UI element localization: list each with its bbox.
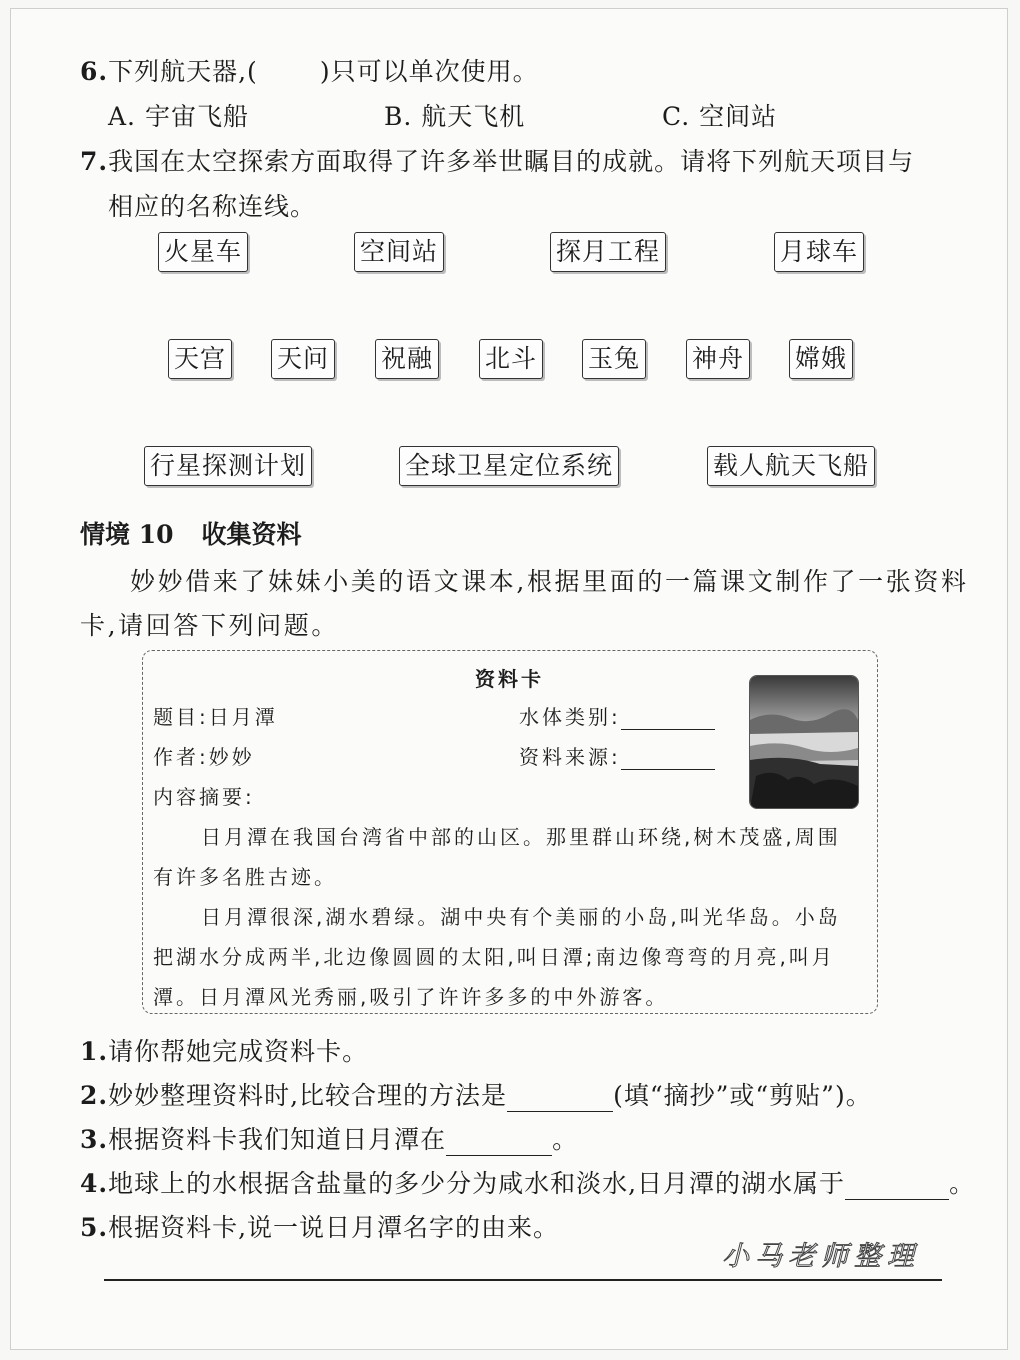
card-p1-line2: 有许多名胜古迹。 — [153, 865, 337, 889]
card-water-type — [519, 701, 715, 730]
source-blank[interactable] — [621, 745, 715, 770]
question-1-text: 请你帮她完成资料卡。 — [108, 1037, 369, 1066]
question-4-text: 地球上的水根据含盐量的多少分为咸水和淡水,日月潭的湖水属于 — [108, 1169, 846, 1198]
match-box-beidou[interactable]: 北斗 — [479, 339, 543, 379]
question-7-number: 7. — [80, 147, 109, 176]
card-p2-line2: 把湖水分成两半,北边像圆圆的太阳,叫日潭;南边像弯弯的月亮,叫月 — [153, 945, 835, 969]
question-7-line1 — [80, 142, 914, 178]
source-label: 资料来源: — [519, 745, 621, 769]
question-3-end: 。 — [552, 1125, 579, 1154]
match-box-tianwen[interactable]: 天问 — [271, 339, 335, 379]
match-box-lunar-rover[interactable]: 月球车 — [774, 232, 864, 272]
match-box-zhurong[interactable]: 祝融 — [375, 339, 439, 379]
match-box-mars-rover[interactable]: 火星车 — [158, 232, 248, 272]
card-topic: 题目:日月潭 — [153, 705, 278, 729]
intro-line1: 妙妙借来了妹妹小美的语文课本,根据里面的一篇课文制作了一张资料 — [130, 567, 969, 596]
card-p2-line3: 潭。日月潭风光秀丽,吸引了许许多多的中外游客。 — [153, 985, 669, 1009]
card-summary-label: 内容摘要: — [153, 785, 255, 809]
match-box-tiangong[interactable]: 天宫 — [168, 339, 232, 379]
lake-photo — [749, 675, 859, 809]
data-card — [142, 650, 878, 1014]
answer-blank-q4[interactable] — [845, 1169, 949, 1200]
answer-line-q5[interactable] — [104, 1279, 942, 1281]
match-box-space-station[interactable]: 空间站 — [354, 232, 444, 272]
question-2-hint: (填“摘抄”或“剪贴”)。 — [613, 1081, 872, 1110]
question-1 — [80, 1032, 368, 1068]
match-box-change[interactable]: 嫦娥 — [789, 339, 853, 379]
question-5 — [80, 1208, 559, 1244]
match-box-yutu[interactable]: 玉兔 — [582, 339, 646, 379]
question-4-number: 4. — [80, 1169, 109, 1198]
lake-photo-image — [750, 676, 858, 808]
question-3-number: 3. — [80, 1125, 109, 1154]
q6-option-c[interactable]: C. 空间站 — [662, 102, 778, 131]
match-box-satellite-positioning[interactable]: 全球卫星定位系统 — [399, 446, 619, 486]
water-type-label: 水体类别: — [519, 705, 621, 729]
match-box-lunar-project[interactable]: 探月工程 — [550, 232, 666, 272]
answer-blank-q2[interactable] — [507, 1081, 613, 1112]
card-title: 资料卡 — [475, 667, 544, 691]
match-box-crewed-spacecraft[interactable]: 载人航天飞船 — [707, 446, 875, 486]
question-4-end: 。 — [949, 1169, 976, 1198]
question-4 — [80, 1164, 975, 1200]
card-p1-line1: 日月潭在我国台湾省中部的山区。那里群山环绕,树木茂盛,周围 — [201, 825, 841, 849]
q6-option-a[interactable]: A. 宇宙飞船 — [108, 102, 249, 131]
intro-line2: 卡,请回答下列问题。 — [80, 611, 339, 640]
card-source — [519, 741, 715, 770]
question-3-text: 根据资料卡我们知道日月潭在 — [108, 1125, 447, 1154]
question-6 — [80, 52, 539, 88]
q6-option-b[interactable]: B. 航天飞机 — [384, 102, 526, 131]
question-7-line2: 相应的名称连线。 — [108, 192, 317, 221]
question-6-text-before: 下列航天器,( — [108, 57, 258, 86]
question-2 — [80, 1076, 872, 1112]
question-2-number: 2. — [80, 1081, 109, 1110]
question-2-text: 妙妙整理资料时,比较合理的方法是 — [108, 1081, 508, 1110]
water-type-blank[interactable] — [621, 705, 715, 730]
match-box-planet-exploration[interactable]: 行星探测计划 — [144, 446, 312, 486]
watermark-signature: 小马老师整理 — [722, 1241, 920, 1272]
question-7-text: 我国在太空探索方面取得了许多举世瞩目的成就。请将下列航天项目与 — [108, 147, 915, 176]
section-heading — [80, 515, 302, 551]
card-p2-line1: 日月潭很深,湖水碧绿。湖中央有个美丽的小岛,叫光华岛。小岛 — [201, 905, 841, 929]
match-box-shenzhou[interactable]: 神舟 — [686, 339, 750, 379]
question-5-number: 5. — [80, 1213, 109, 1242]
section-label: 情境 10 — [80, 520, 174, 549]
answer-blank-q3[interactable] — [446, 1125, 552, 1156]
section-title: 收集资料 — [201, 520, 302, 549]
question-3 — [80, 1120, 578, 1156]
card-author: 作者:妙妙 — [153, 745, 255, 769]
question-6-number: 6. — [80, 57, 109, 86]
question-1-number: 1. — [80, 1037, 109, 1066]
question-6-text-after: )只可以单次使用。 — [319, 57, 539, 86]
question-5-text: 根据资料卡,说一说日月潭名字的由来。 — [108, 1213, 560, 1242]
